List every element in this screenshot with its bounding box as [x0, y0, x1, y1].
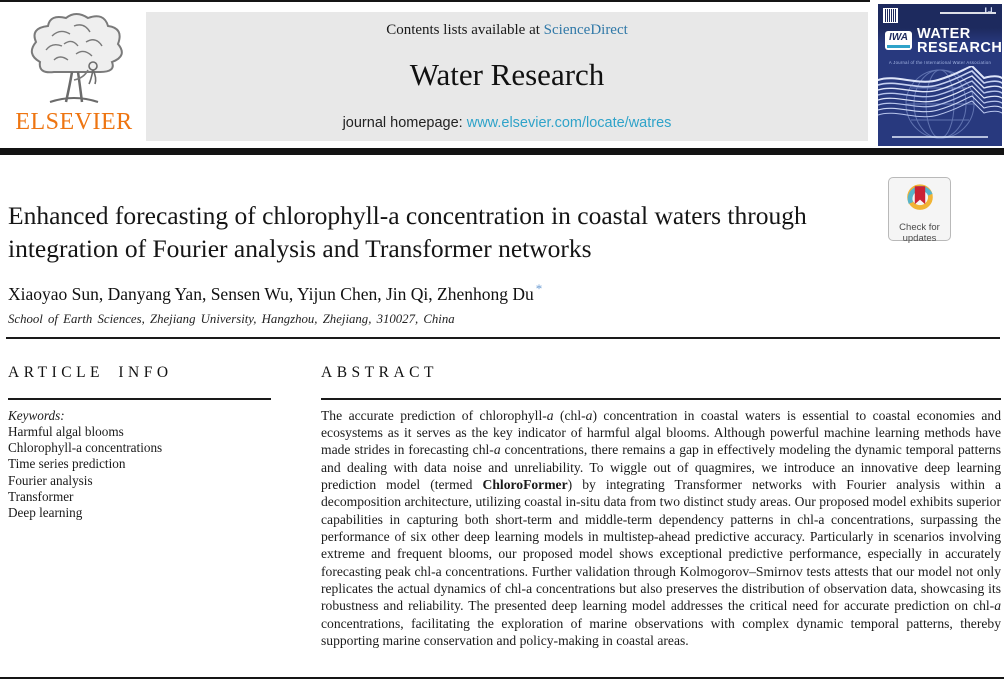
cover-barcode: [883, 8, 898, 23]
keywords-label: Keywords:: [8, 407, 65, 423]
article-title: Enhanced forecasting of chlorophyll-a concentration in coastal waters through integration of Fourier analysis and Transformer networks: [8, 201, 807, 263]
journal-homepage-link[interactable]: www.elsevier.com/locate/watres: [466, 115, 672, 131]
abstract-heading: ABSTRACT: [321, 364, 438, 381]
article-info-rule: [8, 398, 271, 400]
abstract-column: [321, 364, 1001, 649]
elsevier-tree-icon: [16, 10, 132, 110]
check-for-updates-label: Check for updates: [899, 222, 940, 244]
cover-waves-globe-art: [878, 66, 1002, 146]
journal-cover-thumbnail[interactable]: [878, 4, 1002, 146]
keyword-item: Harmful algal blooms: [8, 423, 124, 439]
keyword-item: Chlorophyll-a concentrations: [8, 440, 163, 456]
contents-line-text: Contents lists available at: [386, 22, 544, 38]
elsevier-wordmark: ELSEVIER: [15, 109, 133, 135]
iwa-logo-strip: [887, 45, 910, 48]
corresponding-author-marker[interactable]: *: [535, 281, 543, 296]
sciencedirect-link[interactable]: ScienceDirect: [543, 22, 628, 38]
cover-journal-title: WATER RESEARCH: [917, 26, 1002, 56]
journal-title: Water Research: [409, 57, 605, 92]
keyword-item: Deep learning: [8, 505, 83, 521]
article-info-column: [8, 364, 303, 522]
elsevier-logo: [6, 10, 142, 142]
iwa-logo: IWA: [885, 31, 912, 50]
homepage-line-text: journal homepage:: [342, 115, 467, 131]
authors-line: [8, 281, 542, 305]
page-bottom-rule: [0, 677, 1004, 679]
article-info-heading: ARTICLE INFO: [8, 364, 173, 381]
keyword-item: Time series prediction: [8, 456, 126, 472]
homepage-line: [146, 115, 868, 131]
check-for-updates-badge[interactable]: [888, 177, 951, 244]
cover-subtitle: A Journal of the International Water Association: [888, 60, 992, 65]
header-top-rule: [0, 0, 870, 2]
header-divider-bar: [0, 148, 1004, 155]
author-names: Xiaoyao Sun, Danyang Yan, Sensen Wu, Yijun Chen, Jin Qi, Zhenhong Du: [8, 283, 534, 304]
keywords-list: [8, 424, 303, 522]
crossmark-icon: [901, 181, 939, 217]
affiliation-divider-rule: [6, 337, 1000, 339]
keyword-item: Transformer: [8, 489, 74, 505]
journal-masthead: [146, 12, 868, 141]
contents-line: [146, 22, 868, 39]
cover-issn-text: ▌▁▍: [985, 7, 994, 12]
cover-bottom-line: [892, 136, 988, 138]
abstract-rule: [321, 398, 1001, 400]
cover-top-line: [940, 12, 996, 14]
abstract-text: The accurate prediction of chlorophyll-a (chl-a) concentration in coastal waters is essential to coastal economies and ecosystems as it serves as the key indicator of harmful algal blooms. Although powerful machine learning methods have made strides in forecasting chl-a concentrations, there remains a gap in effectively modeling the dynamic temporal patterns and dealing with data noise and unreliability. To wiggle out of quagmires, we introduce an innovative deep learning prediction model (termed ChloroFormer) by integrating Transformer networks with Fourier analysis within a decomposition architecture, utilizing coastal in-situ data from two distinct study areas. Our proposed model exhibits superior capabilities in capturing both short-term and middle-term dependency patterns in chl-a concentrations, surpassing the performance of six other deep learning models in multistep-ahead predictive accuracy. Particularly in scenarios involving extreme and frequent blooms, our proposed model shows exceptional predictive performance, especially in accurately forecasting peak chl-a concentrations. Further validation through Kolmogorov–Smirnov tests attests that our model not only replicates the actual dynamics of chl-a concentrations but also preserves the distribution of observation data, showcasing its robustness and reliability. The presented deep learning model addresses the critical need for accurate prediction on chl-a concentrations, facilitating the exploration of marine observations with complex dynamic temporal patterns, thereby supporting marine conservation and policy-making in coastal areas.: [321, 407, 1002, 649]
affiliation: School of Earth Sciences, Zhejiang University, Hangzhou, Zhejiang, 310027, China: [8, 312, 455, 326]
keyword-item: Fourier analysis: [8, 472, 93, 488]
